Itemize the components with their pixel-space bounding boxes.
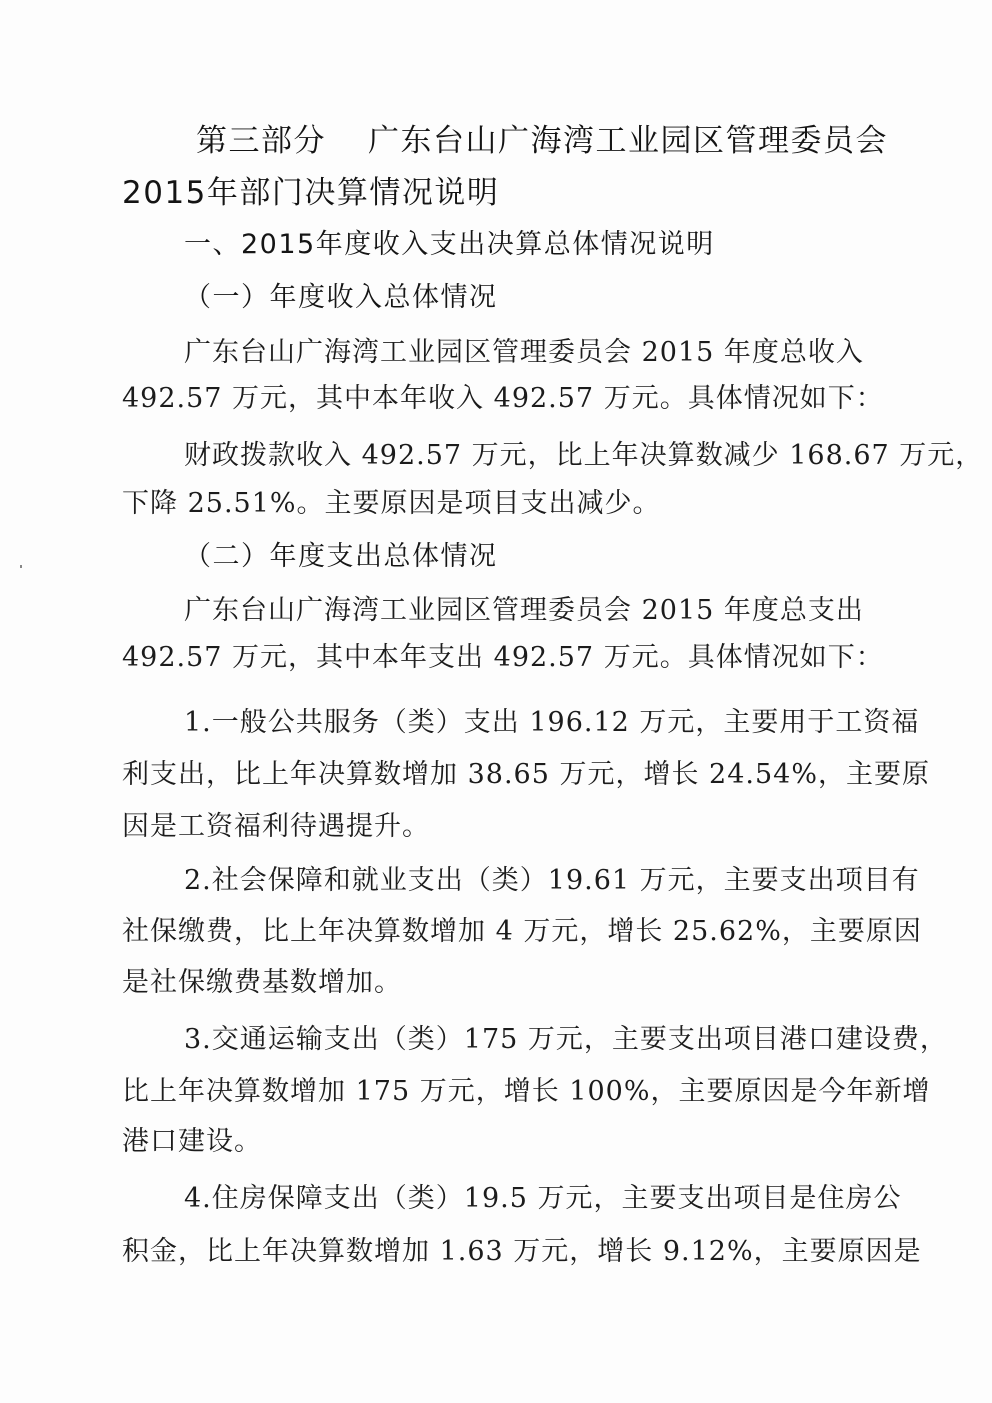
expense-item3-line3: 港口建设。 xyxy=(122,1126,262,1157)
income-p2-line1: 财政拨款收入 492.57 万元，比上年决算数减少 168.67 万元， xyxy=(184,440,984,471)
title-part: 第三部分 xyxy=(196,123,326,159)
expense-item3-line2: 比上年决算数增加 175 万元，增长 100%，主要原因是今年新增 xyxy=(122,1076,931,1107)
income-p2-line2: 下降 25.51%。主要原因是项目支出减少。 xyxy=(122,488,661,519)
income-heading: （一）年度收入总体情况 xyxy=(184,282,498,313)
scan-speck xyxy=(20,565,22,568)
income-p1-line2: 492.57 万元，其中本年收入 492.57 万元。具体情况如下： xyxy=(122,383,884,414)
expense-item1-line1: 1.一般公共服务（类）支出 196.12 万元，主要用于工资福 xyxy=(184,707,920,738)
expense-p1-line2: 492.57 万元，其中本年支出 492.57 万元。具体情况如下： xyxy=(122,642,884,673)
expense-p1-line1: 广东台山广海湾工业园区管理委员会 2015 年度总支出 xyxy=(184,595,864,626)
title-org: 广东台山广海湾工业园区管理委员会 xyxy=(368,123,888,159)
expense-heading: （二）年度支出总体情况 xyxy=(184,541,498,572)
section1-heading: 一、2015年度收入支出决算总体情况说明 xyxy=(184,229,715,260)
expense-item2-line2: 社保缴费，比上年决算数增加 4 万元，增长 25.62%，主要原因 xyxy=(122,916,922,947)
title-line2: 2015年部门决算情况说明 xyxy=(122,175,500,211)
expense-item4-line2: 积金，比上年决算数增加 1.63 万元，增长 9.12%，主要原因是 xyxy=(122,1236,922,1267)
expense-item2-line1: 2.社会保障和就业支出（类）19.61 万元，主要支出项目有 xyxy=(184,865,920,896)
income-p1-line1: 广东台山广海湾工业园区管理委员会 2015 年度总收入 xyxy=(184,337,864,368)
expense-item1-line2: 利支出，比上年决算数增加 38.65 万元，增长 24.54%，主要原 xyxy=(122,759,930,790)
expense-item2-line3: 是社保缴费基数增加。 xyxy=(122,967,402,998)
expense-item1-line3: 因是工资福利待遇提升。 xyxy=(122,811,430,842)
expense-item4-line1: 4.住房保障支出（类）19.5 万元，主要支出项目是住房公 xyxy=(184,1183,902,1214)
expense-item3-line1: 3.交通运输支出（类）175 万元，主要支出项目港口建设费， xyxy=(184,1024,948,1055)
